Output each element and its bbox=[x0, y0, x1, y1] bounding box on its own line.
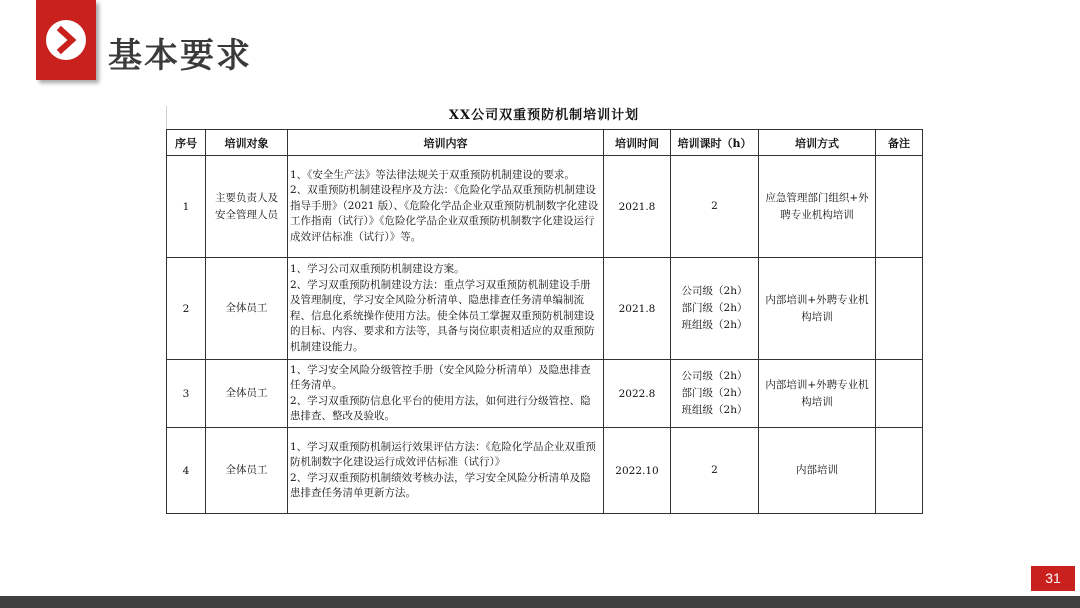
cell-remark bbox=[876, 428, 923, 514]
table-header-row bbox=[167, 130, 923, 156]
cell-target: 全体员工 bbox=[206, 360, 288, 428]
cell-time: 2021.8 bbox=[604, 258, 671, 360]
cell-method: 应急管理部门组织+外聘专业机构培训 bbox=[759, 156, 876, 258]
table-row bbox=[167, 156, 923, 258]
cell-time: 2022.8 bbox=[604, 360, 671, 428]
cell-hours: 公司级（2h） 部门级（2h） 班组级（2h） bbox=[671, 360, 759, 428]
footer-bar bbox=[0, 596, 1080, 608]
cell-content: 1、学习公司双重预防机制建设方案。 2、学习双重预防机制建设方法：重点学习双重预防机制建设手册及管理制度，学习安全风险分析清单、隐患排查任务清单编制流程、信息化系统操作使用方法。使全体员工掌握双重预防机制建设的目标、内容、要求和方法等，具备与岗位职责相适应的双重预防机制建设能力。 bbox=[288, 258, 604, 360]
table-row bbox=[167, 428, 923, 514]
cell-remark bbox=[876, 156, 923, 258]
cell-time: 2021.8 bbox=[604, 156, 671, 258]
page-number: 31 bbox=[1031, 566, 1075, 591]
section-marker bbox=[36, 0, 96, 80]
table-title: XX公司双重预防机制培训计划 bbox=[448, 108, 640, 123]
cell-remark bbox=[876, 258, 923, 360]
chevron-right-icon bbox=[46, 20, 86, 60]
cell-target: 全体员工 bbox=[206, 428, 288, 514]
header-remark: 备注 bbox=[876, 130, 923, 156]
cell-content: 1、学习双重预防机制运行效果评估方法：《危险化学品企业双重预防机制数字化建设运行成效评估标准（试行）》 2、学习双重预防机制绩效考核办法，学习安全风险分析清单及隐患排查任务清单更新方法。 bbox=[288, 428, 604, 514]
cell-no: 1 bbox=[167, 156, 206, 258]
cell-method: 内部培训+外聘专业机构培训 bbox=[759, 360, 876, 428]
header-target: 培训对象 bbox=[206, 130, 288, 156]
cell-remark bbox=[876, 360, 923, 428]
header-no: 序号 bbox=[167, 130, 206, 156]
header-content: 培训内容 bbox=[288, 130, 604, 156]
cell-hours: 2 bbox=[671, 156, 759, 258]
cell-content: 1、《安全生产法》等法律法规关于双重预防机制建设的要求。 2、双重预防机制建设程序及方法：《危险化学品双重预防机制建设指导手册》（2021 版）、《危险化学品企业双重预防机制数字化建设工作指南（试行）》《危险化学品企业双重预防机制数字化建设运行成效评估标准（试行）》等。 bbox=[288, 156, 604, 258]
cell-hours: 2 bbox=[671, 428, 759, 514]
cell-no: 2 bbox=[167, 258, 206, 360]
table-row bbox=[167, 360, 923, 428]
cell-content: 1、学习安全风险分级管控手册（安全风险分析清单）及隐患排查任务清单。 2、学习双重预防信息化平台的使用方法，如何进行分级管控、隐患排查、整改及验收。 bbox=[288, 360, 604, 428]
cell-hours: 公司级（2h） 部门级（2h） 班组级（2h） bbox=[671, 258, 759, 360]
cell-method: 内部培训+外聘专业机构培训 bbox=[759, 258, 876, 360]
cell-target: 主要负责人及 安全管理人员 bbox=[206, 156, 288, 258]
table-row bbox=[167, 258, 923, 360]
cell-target: 全体员工 bbox=[206, 258, 288, 360]
header-time: 培训时间 bbox=[604, 130, 671, 156]
cell-no: 3 bbox=[167, 360, 206, 428]
header-hours: 培训课时（h） bbox=[671, 130, 759, 156]
cell-time: 2022.10 bbox=[604, 428, 671, 514]
slide-title: 基本要求 bbox=[108, 36, 252, 76]
training-plan-table bbox=[166, 129, 923, 514]
header-method: 培训方式 bbox=[759, 130, 876, 156]
cell-method: 内部培训 bbox=[759, 428, 876, 514]
cell-no: 4 bbox=[167, 428, 206, 514]
